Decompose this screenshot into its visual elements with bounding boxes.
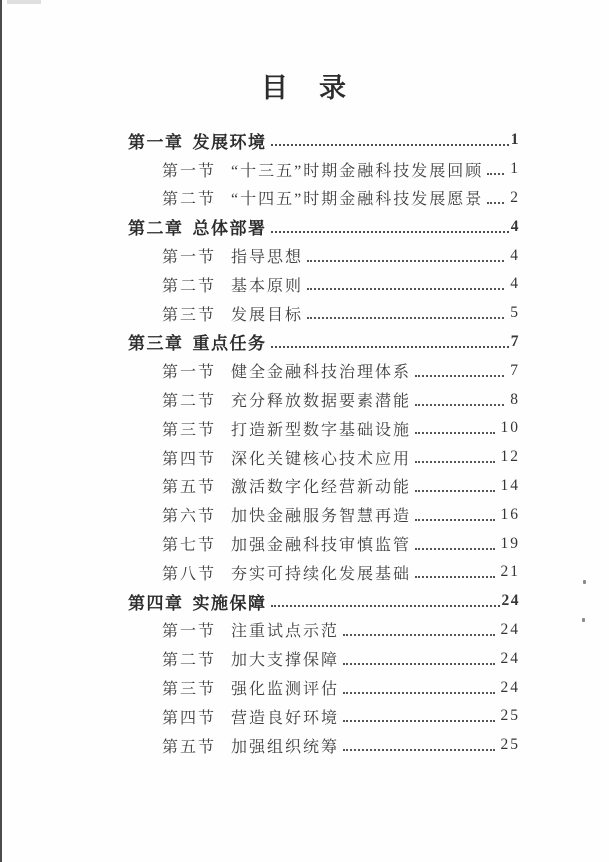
toc-entry-page: 24 bbox=[500, 620, 520, 638]
toc-entry-page: 10 bbox=[500, 419, 520, 437]
dot-leader bbox=[271, 605, 500, 607]
toc-entry bbox=[128, 529, 520, 558]
page-title: 目 录 bbox=[261, 73, 348, 103]
toc-entry-page: 14 bbox=[500, 476, 520, 494]
toc-entry-number: 第六节 bbox=[162, 508, 217, 526]
toc-entry-page: 24 bbox=[501, 592, 520, 610]
toc-entry-page: 4 bbox=[510, 246, 520, 264]
toc-entry bbox=[128, 184, 520, 213]
dot-leader bbox=[415, 576, 494, 578]
toc-entry-page: 7 bbox=[510, 332, 520, 350]
dot-leader bbox=[415, 432, 494, 434]
toc-entry bbox=[128, 241, 520, 270]
toc-entry-number: 第二节 bbox=[162, 652, 217, 670]
toc-entry-number: 第五节 bbox=[162, 738, 217, 756]
toc-entry-label: 加快金融服务智慧再造 bbox=[231, 508, 412, 526]
toc-entry-label: 夯实可持续化发展基础 bbox=[231, 565, 412, 583]
dot-leader bbox=[271, 231, 509, 233]
dot-leader bbox=[415, 490, 494, 492]
toc-entry-page: 24 bbox=[500, 649, 520, 667]
toc-entry-page: 5 bbox=[510, 304, 520, 322]
toc-entry-number: 第四节 bbox=[162, 450, 217, 468]
toc-entry-page: 21 bbox=[500, 563, 520, 581]
scan-edge-line bbox=[0, 0, 2, 862]
toc-entry-number: 第二节 bbox=[162, 191, 217, 209]
toc-entry-number: 第一节 bbox=[162, 162, 217, 180]
toc-entry-label: 基本原则 bbox=[231, 277, 304, 295]
dot-leader bbox=[487, 202, 504, 204]
toc-entry-label: 指导思想 bbox=[231, 249, 304, 267]
scan-smudge bbox=[7, 0, 41, 4]
toc-entry-label: “十三五”时期金融科技发展回顾 bbox=[231, 162, 484, 180]
toc-entry-page: 25 bbox=[500, 707, 520, 725]
toc-entry-label: 注重试点示范 bbox=[231, 623, 340, 641]
toc-entry bbox=[128, 212, 520, 241]
toc-entry bbox=[128, 644, 520, 673]
toc-entry-number: 第二节 bbox=[162, 277, 217, 295]
toc-entry-page: 24 bbox=[500, 678, 520, 696]
toc-entry bbox=[128, 673, 520, 702]
dot-leader bbox=[343, 663, 494, 665]
toc-entry-number: 第三节 bbox=[162, 681, 217, 699]
toc-entry-number: 第七节 bbox=[162, 537, 217, 555]
toc-entry-page: 25 bbox=[500, 736, 520, 754]
toc-entry bbox=[128, 443, 520, 472]
toc-entry-number: 第八节 bbox=[162, 565, 217, 583]
toc-entry-page: 16 bbox=[500, 505, 520, 523]
dot-leader bbox=[343, 720, 494, 722]
toc-entry-label: 加强金融科技审慎监管 bbox=[231, 537, 412, 555]
toc-entry bbox=[128, 558, 520, 587]
toc-entry-page: 19 bbox=[500, 534, 520, 552]
toc-entry bbox=[128, 587, 520, 616]
toc-entry bbox=[128, 731, 520, 760]
toc-entry bbox=[128, 702, 520, 731]
toc-entry-label: 重点任务 bbox=[192, 334, 267, 354]
dot-leader bbox=[415, 375, 504, 377]
dot-leader bbox=[271, 144, 509, 146]
dot-leader bbox=[415, 548, 494, 550]
toc-entry-label: 加大支撑保障 bbox=[231, 652, 340, 670]
toc-entry-number: 第三节 bbox=[162, 421, 217, 439]
toc-entry-page: 1 bbox=[510, 131, 520, 149]
toc-entry-number: 第二章 bbox=[128, 219, 184, 239]
toc-entry-label: 激活数字化经营新动能 bbox=[231, 479, 412, 497]
dot-leader bbox=[271, 346, 509, 348]
toc-entry bbox=[128, 385, 520, 414]
dot-leader bbox=[307, 317, 504, 319]
dot-leader bbox=[343, 692, 494, 694]
toc-entry-number: 第三章 bbox=[128, 334, 184, 354]
toc-entry-label: 营造良好环境 bbox=[231, 709, 340, 727]
toc-entry bbox=[128, 270, 520, 299]
toc-list bbox=[128, 126, 520, 760]
toc-entry-number: 第四节 bbox=[162, 709, 217, 727]
toc-entry-number: 第一节 bbox=[162, 249, 217, 267]
toc-entry-page: 7 bbox=[510, 361, 520, 379]
toc-entry-page: 12 bbox=[500, 448, 520, 466]
toc-entry bbox=[128, 472, 520, 501]
toc-entry-label: 强化监测评估 bbox=[231, 681, 340, 699]
toc-entry-number: 第一节 bbox=[162, 364, 217, 382]
dot-leader bbox=[415, 519, 494, 521]
dot-leader bbox=[307, 288, 504, 290]
toc-entry bbox=[128, 616, 520, 645]
toc-entry-number: 第一节 bbox=[162, 623, 217, 641]
toc-entry bbox=[128, 500, 520, 529]
scan-speck bbox=[582, 618, 585, 622]
toc-entry bbox=[128, 328, 520, 357]
toc-entry-label: 实施保障 bbox=[192, 593, 267, 613]
dot-leader bbox=[343, 634, 494, 636]
toc-entry-page: 4 bbox=[510, 275, 520, 293]
toc-entry-number: 第四章 bbox=[128, 593, 184, 613]
toc-entry-label: 总体部署 bbox=[192, 219, 267, 239]
toc-entry-page: 2 bbox=[510, 188, 520, 206]
scan-speck bbox=[583, 580, 586, 584]
toc-entry-page: 1 bbox=[510, 160, 520, 178]
toc-entry bbox=[128, 155, 520, 184]
toc-entry-page: 4 bbox=[510, 217, 520, 235]
toc-entry-label: 发展环境 bbox=[192, 132, 267, 152]
toc-entry-label: 加强组织统筹 bbox=[231, 738, 340, 756]
toc-entry-label: 发展目标 bbox=[231, 306, 304, 324]
toc-entry bbox=[128, 126, 520, 155]
dot-leader bbox=[343, 749, 494, 751]
dot-leader bbox=[307, 260, 504, 262]
toc-entry-page: 8 bbox=[510, 390, 520, 408]
toc-entry-number: 第三节 bbox=[162, 306, 217, 324]
toc-entry-label: “十四五”时期金融科技发展愿景 bbox=[231, 191, 484, 209]
toc-entry bbox=[128, 356, 520, 385]
toc-entry-label: 健全金融科技治理体系 bbox=[231, 364, 412, 382]
toc-entry-number: 第五节 bbox=[162, 479, 217, 497]
dot-leader bbox=[415, 461, 494, 463]
toc-entry-label: 深化关键核心技术应用 bbox=[231, 450, 412, 468]
toc-entry-number: 第二节 bbox=[162, 393, 217, 411]
toc-entry-label: 打造新型数字基础设施 bbox=[231, 421, 412, 439]
toc-entry-label: 充分释放数据要素潜能 bbox=[231, 393, 412, 411]
toc-entry bbox=[128, 414, 520, 443]
dot-leader bbox=[415, 404, 504, 406]
toc-entry bbox=[128, 299, 520, 328]
dot-leader bbox=[487, 173, 504, 175]
toc-entry-number: 第一章 bbox=[128, 132, 184, 152]
